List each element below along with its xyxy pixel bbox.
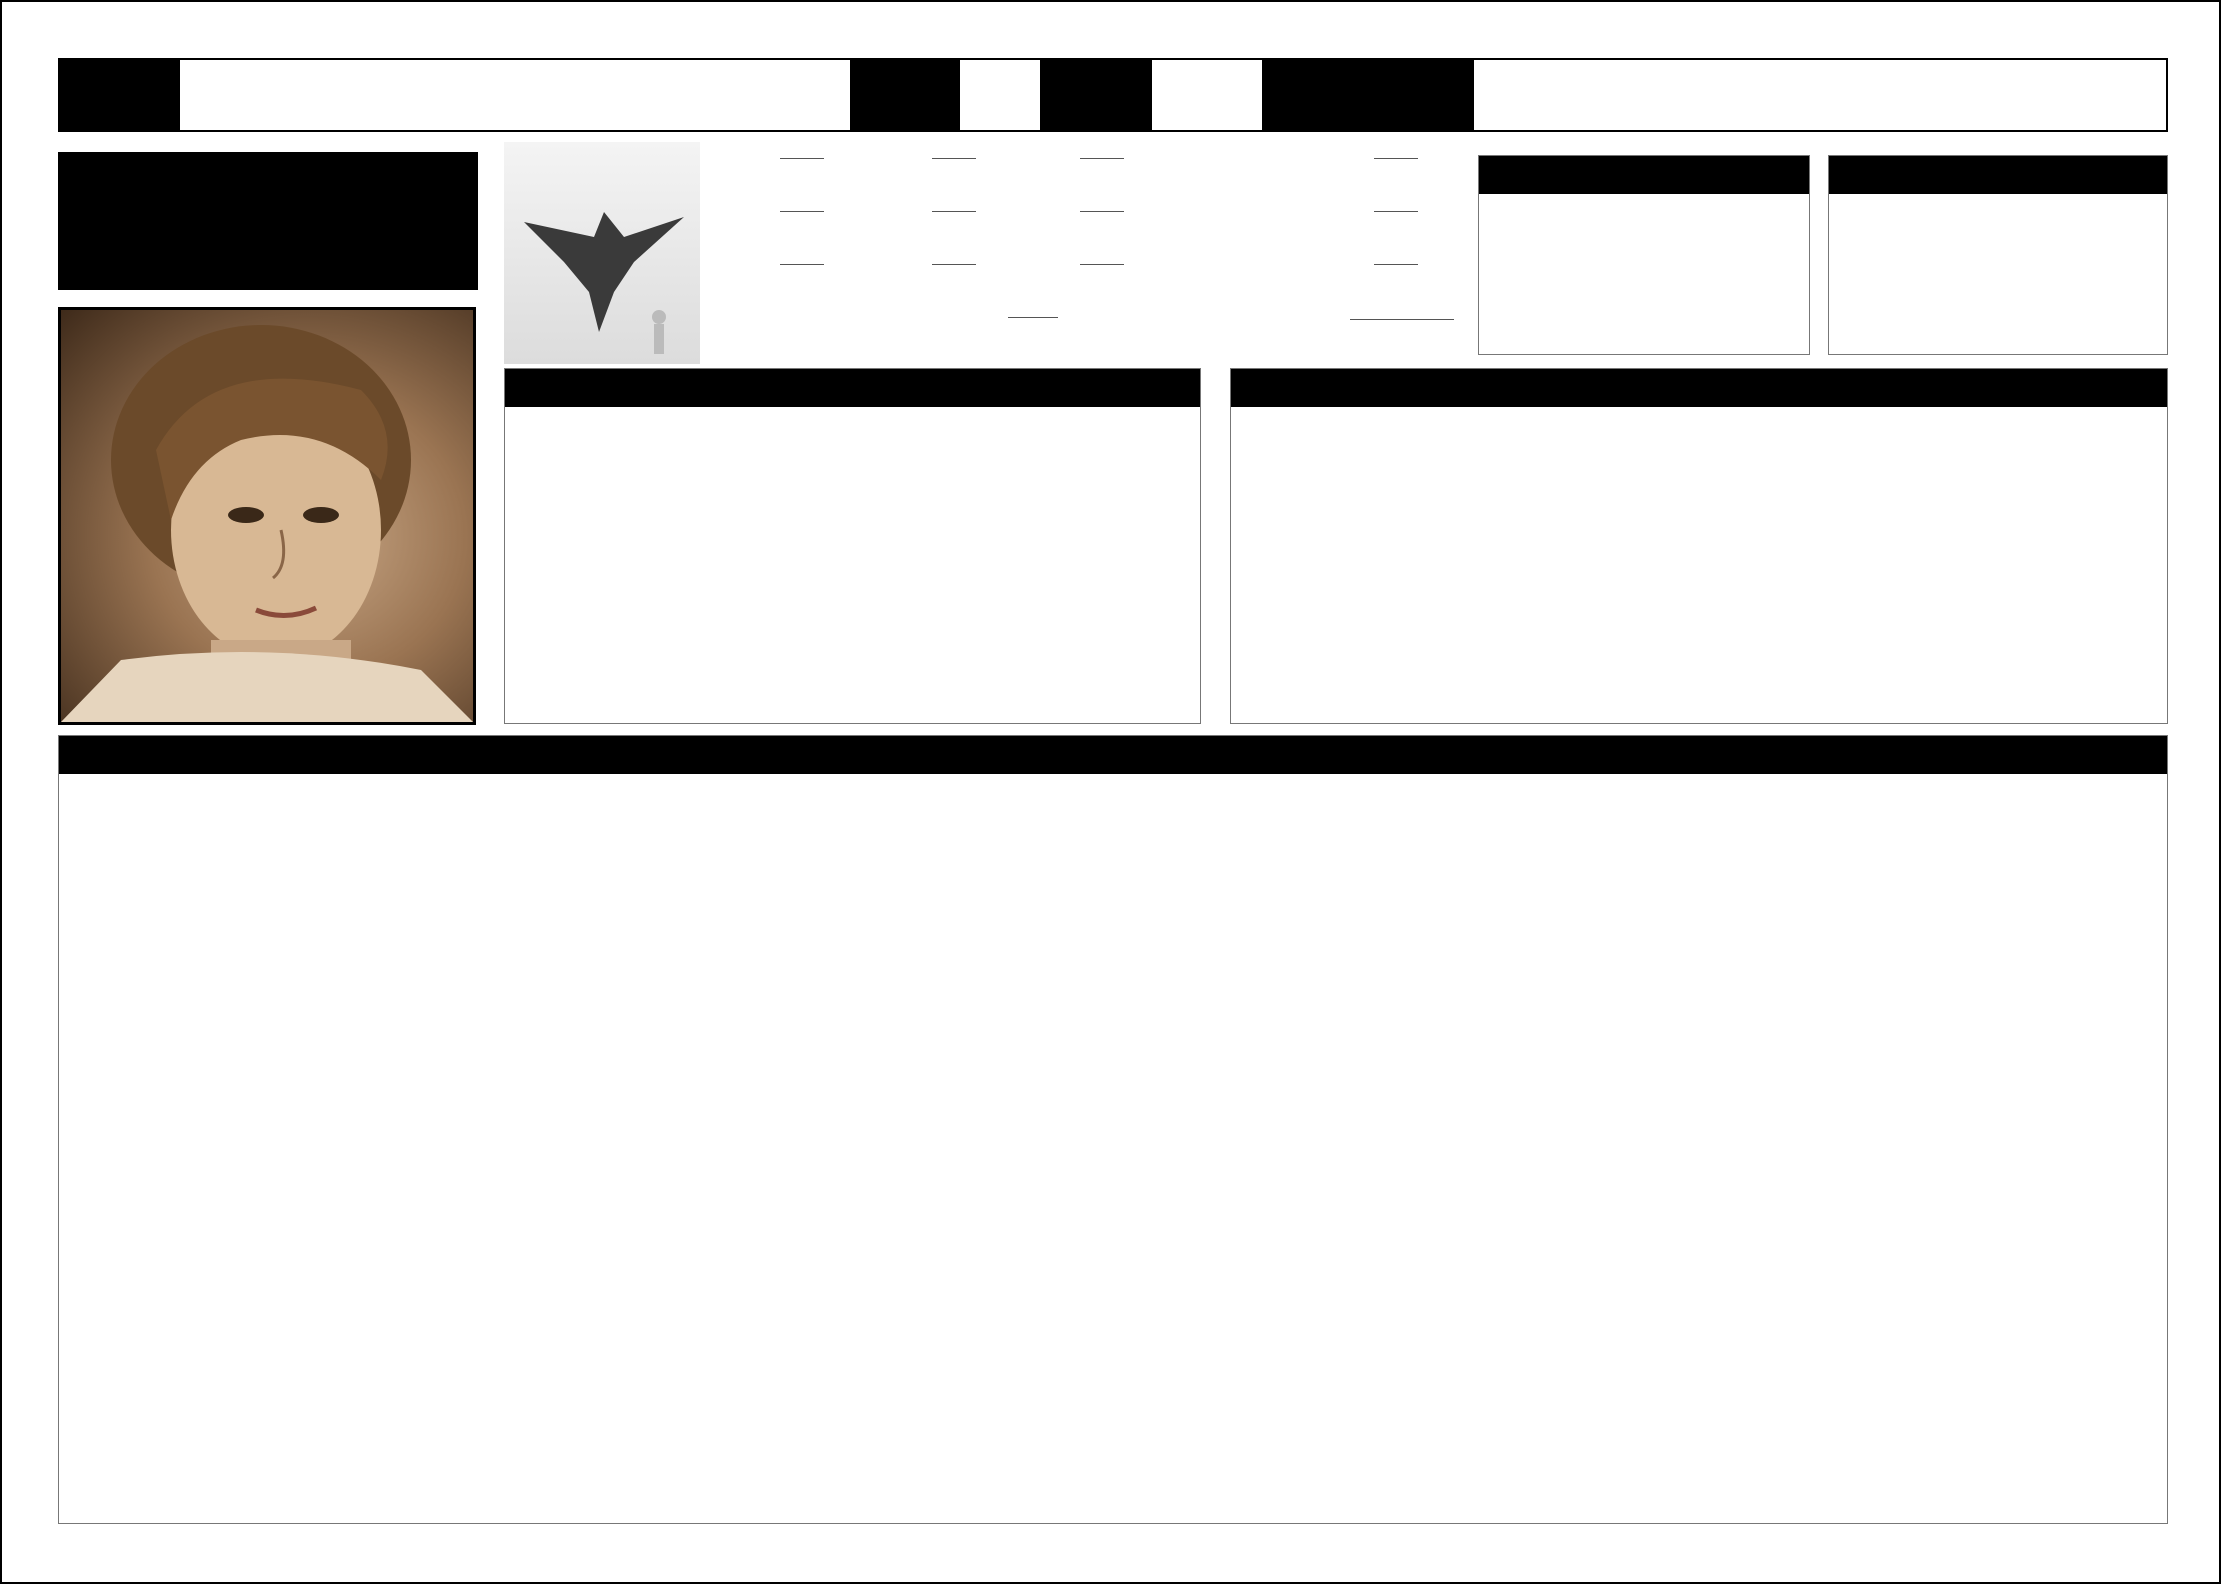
armes-box <box>1230 368 2168 724</box>
dex-value[interactable] <box>932 158 976 159</box>
portrait-illustration <box>61 310 473 722</box>
age-field[interactable] <box>1152 60 1262 130</box>
sheet-title <box>58 152 478 290</box>
byakhee-illustration <box>504 142 700 364</box>
points-vie-box <box>1478 155 1810 355</box>
tai-value[interactable] <box>780 264 824 265</box>
profession-field[interactable] <box>1496 60 2156 130</box>
age-label <box>1040 60 1152 130</box>
app-value[interactable] <box>932 211 976 212</box>
creature-image <box>504 142 700 364</box>
profession-label <box>1262 60 1474 130</box>
pou-value[interactable] <box>1080 211 1124 212</box>
mythe-value[interactable] <box>1008 317 1058 318</box>
edu-value[interactable] <box>1080 264 1124 265</box>
competences-box <box>58 735 2168 1524</box>
sante-mentale-box <box>504 368 1201 724</box>
idee-value[interactable] <box>1374 158 1418 159</box>
points-magie-title <box>1829 156 2167 194</box>
chance-value[interactable] <box>1374 211 1418 212</box>
sante-mentale-title <box>505 369 1200 407</box>
nom-label <box>60 60 180 130</box>
armes-title <box>1231 369 2167 407</box>
portrait <box>58 307 476 725</box>
sexe-field[interactable] <box>960 60 1040 130</box>
con-value[interactable] <box>780 211 824 212</box>
int-value[interactable] <box>1080 158 1124 159</box>
header-bar <box>58 58 2168 132</box>
points-vie-title <box>1479 156 1809 194</box>
nom-field[interactable] <box>202 60 842 130</box>
bonus-value[interactable] <box>1350 319 1454 320</box>
connaissance-value[interactable] <box>1374 264 1418 265</box>
san-value[interactable] <box>932 264 976 265</box>
for-value[interactable] <box>780 158 824 159</box>
competences-title <box>59 736 2167 774</box>
sexe-label <box>850 60 960 130</box>
points-magie-box <box>1828 155 2168 355</box>
